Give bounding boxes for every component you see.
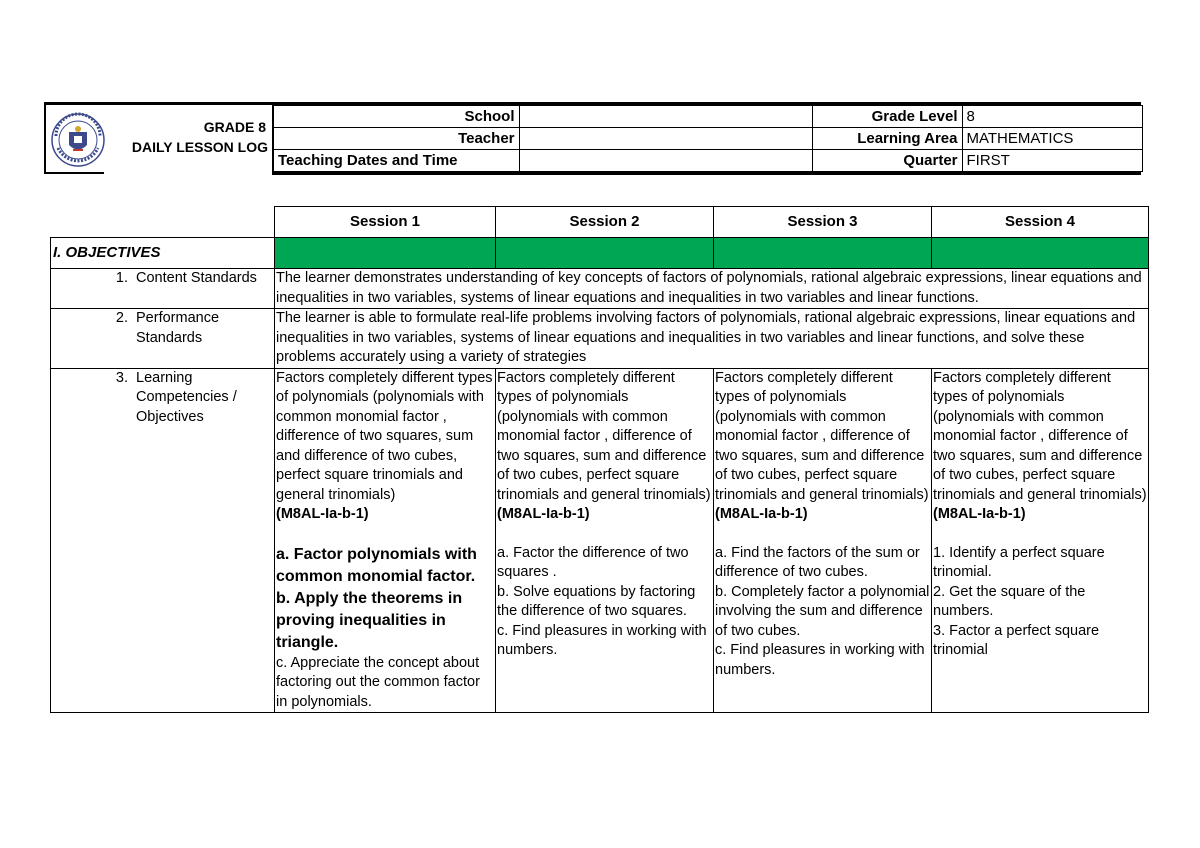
competencies-label-cell (51, 368, 275, 713)
s1-objective-a: a. Factor polynomials with common monomial factor. (276, 545, 477, 585)
s3-objective-b: b. Completely factor a polynomial involving the sum and difference of two cubes. (715, 583, 930, 639)
learning-competencies-row (51, 368, 1149, 713)
s3-objective-c: c. Find pleasures in working with numbers. (715, 642, 925, 678)
blank-corner-cell (51, 207, 275, 238)
performance-label-line-1: Performance (136, 310, 220, 326)
competency-text: Factors completely different types of polynomials (polynomials with common monomial factor , difference of two squares, sum and difference of two cubes, perfect square trinomials and general trinomials) (715, 369, 929, 503)
content-standards-number: 1. (115, 270, 128, 286)
objectives-session-2-cell (496, 238, 714, 269)
competencies-label (136, 369, 237, 428)
competency-text: Factors completely different types of polynomials (polynomials with common monomial factor , difference of two squares, sum and difference of two cubes, perfect square trinomials and general trinomials) (276, 369, 493, 503)
s2-objective-a: a. Factor the difference of two squares . (497, 544, 689, 580)
s1-objective-c: c. Appreciate the concept about factoring out the common factor in polynomials. (276, 654, 480, 710)
teacher-value[interactable] (519, 128, 812, 150)
session-3-header: Session 3 (714, 207, 932, 238)
performance-standards-number: 2. (115, 310, 128, 326)
competency-code: (M8AL-Ia-b-1) (933, 506, 1026, 522)
learning-area-label: Learning Area (812, 128, 962, 150)
content-standards-row (51, 269, 1149, 309)
performance-standards-row (51, 309, 1149, 369)
teaching-dates-value[interactable] (519, 150, 812, 172)
competency-code: (M8AL-Ia-b-1) (276, 506, 369, 522)
daily-lesson-log-title: DAILY LESSON LOG (131, 139, 268, 155)
competencies-label-line-2: Competencies / (136, 389, 237, 405)
competencies-label-line-3: Objectives (136, 408, 204, 425)
s3-objective-a: a. Find the factors of the sum or difference of two cubes. (715, 544, 920, 580)
session-2-header: Session 2 (496, 207, 714, 238)
school-value[interactable] (519, 106, 812, 128)
session-4-header: Session 4 (932, 207, 1149, 238)
content-standards-label-cell (51, 269, 275, 309)
objectives-session-1-cell (275, 238, 496, 269)
competencies-session-1 (275, 368, 496, 713)
s1-objective-b: b. Apply the theorems in proving inequalities in triangle. (276, 589, 463, 651)
performance-standards-label-cell (51, 309, 275, 369)
deped-seal-icon (50, 112, 106, 168)
header-bottom-rule (272, 172, 1141, 175)
lesson-log-table (50, 206, 1149, 713)
competencies-session-3 (714, 368, 932, 713)
competency-code: (M8AL-Ia-b-1) (715, 506, 808, 522)
learning-area-value[interactable]: MATHEMATICS (962, 128, 1142, 150)
grade-label: GRADE 8 (203, 119, 266, 135)
school-label: School (273, 106, 519, 128)
grade-level-label: Grade Level (812, 106, 962, 128)
content-standards-text: The learner demonstrates understanding of key concepts of factors of polynomials, rational algebraic expressions, linear equations and inequalities in two variables, systems of linear equations and inequalities in two variables and linear functions. (275, 269, 1149, 309)
teacher-label: Teacher (273, 128, 519, 150)
performance-label-line-2: Standards (136, 329, 203, 346)
objectives-row (51, 238, 1149, 269)
grade-level-value[interactable]: 8 (962, 106, 1142, 128)
performance-standards-label (136, 309, 219, 348)
header-left-rule (44, 102, 46, 174)
s2-objective-c: c. Find pleasures in working with numbers. (497, 622, 707, 658)
s4-objective-3: 3. Factor a perfect square trinomial (933, 622, 1100, 658)
s4-objective-1: 1. Identify a perfect square trinomial. (933, 544, 1105, 580)
s4-objective-2: 2. Get the square of the numbers. (933, 583, 1086, 619)
quarter-value[interactable]: FIRST (962, 150, 1142, 172)
competencies-number: 3. (115, 369, 128, 386)
competencies-session-2 (496, 368, 714, 713)
competency-text: Factors completely different types of polynomials (polynomials with common monomial factor , difference of two squares, sum and difference of two cubes, perfect square trinomials and general trinomials) (497, 369, 711, 503)
content-standards-label: Content Standards (136, 270, 257, 286)
teaching-dates-label: Teaching Dates and Time (273, 150, 519, 172)
objectives-session-3-cell (714, 238, 932, 269)
objectives-heading: I. OBJECTIVES (51, 238, 275, 269)
quarter-label: Quarter (812, 150, 962, 172)
header-left-tick (44, 172, 104, 174)
competencies-session-4 (932, 368, 1149, 713)
session-header-row (51, 207, 1149, 238)
s2-objective-b: b. Solve equations by factoring the difference of two squares. (497, 583, 696, 619)
session-1-header: Session 1 (275, 207, 496, 238)
competency-code: (M8AL-Ia-b-1) (497, 506, 590, 522)
competency-text: Factors completely different types of polynomials (polynomials with common monomial factor , difference of two squares, sum and difference of two cubes, perfect square trinomials and general trinomials) (933, 369, 1147, 503)
objectives-session-4-cell (932, 238, 1149, 269)
performance-standards-text: The learner is able to formulate real-life problems involving factors of polynomials, rational algebraic expressions, linear equations and inequalities in two variables, systems of linear equations and inequalities in two variables and linear functions, and solve these problems accurately using a variety of strategies (275, 309, 1149, 369)
header-info-table (272, 105, 1143, 172)
competencies-label-line-1: Learning (136, 369, 193, 386)
